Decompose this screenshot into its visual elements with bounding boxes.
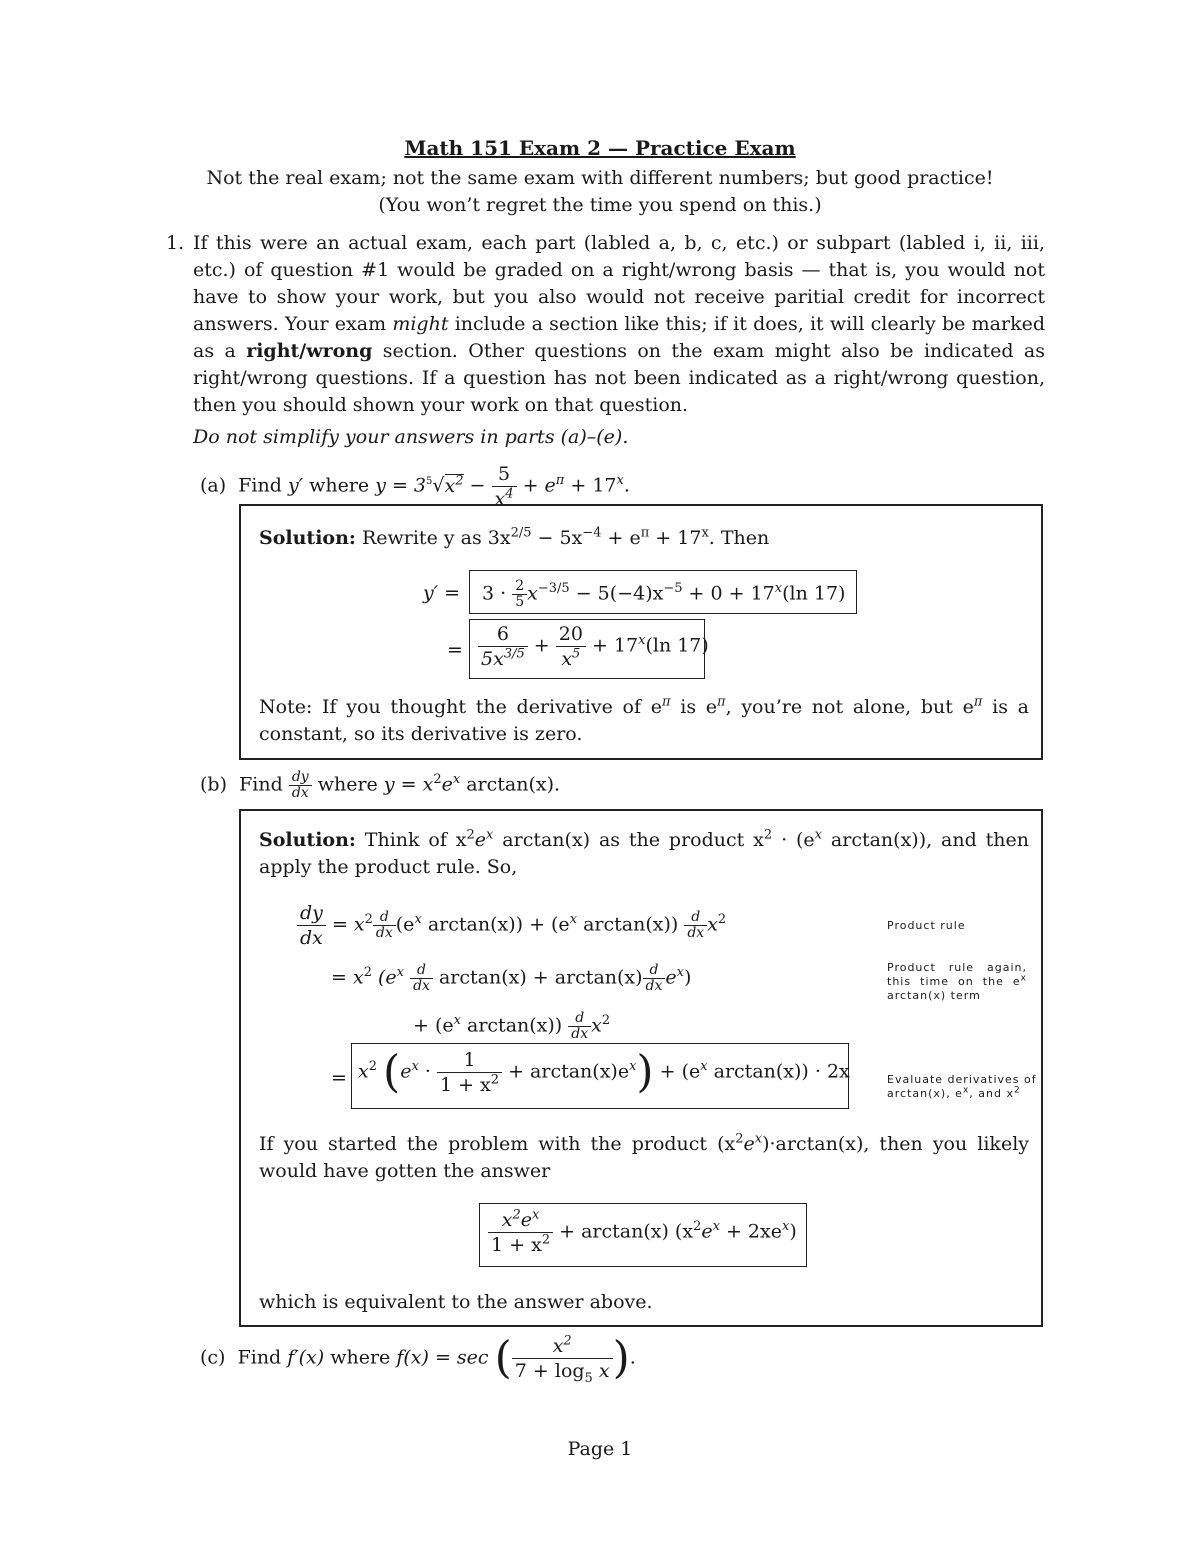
part-c-label: (c): [200, 1346, 226, 1369]
a-l2-f1n: 6: [478, 622, 528, 647]
a-intro-2: − 5x: [531, 527, 583, 549]
part-a-find: Find: [238, 474, 282, 497]
b-alt-b: e: [743, 1133, 755, 1155]
b-sol-a: Think of x: [355, 829, 467, 851]
a-l2-f2d-wrap: [556, 647, 586, 671]
b-l4-frac: [437, 1048, 502, 1097]
part-a-minus: −: [463, 474, 486, 497]
b-alt-t-e1: 2: [693, 1219, 702, 1235]
q1-bold-right-wrong: right/wrong: [246, 340, 373, 362]
part-a-frac-den-exp: 4: [505, 486, 514, 502]
a-l2-plus: +: [527, 634, 556, 657]
a-note-e2: π: [717, 694, 726, 710]
part-b-solution-box: [239, 809, 1043, 1327]
a-note-e1: π: [661, 694, 671, 710]
b-alt-fd: 1 + x: [491, 1234, 542, 1256]
b-l3-e: x: [453, 1013, 461, 1029]
part-b-eq-b: e: [441, 773, 453, 796]
a-l1-b: x: [527, 582, 538, 605]
b-l4-c: ·: [418, 1060, 437, 1083]
solution-label-b: Solution:: [259, 829, 356, 851]
question-1-text: [193, 230, 1045, 419]
part-a-root-exp: 2: [455, 473, 464, 489]
b-alt-fn: x: [501, 1209, 513, 1231]
a-intro-exp1: 2/5: [510, 525, 532, 541]
b-alt-e1: 2: [735, 1131, 744, 1147]
b-l1-dx: dx: [300, 927, 323, 949]
b-l4-e4: x: [700, 1059, 708, 1075]
part-b-eq-e1: 2: [433, 772, 442, 788]
b-alt-fd-e: 2: [541, 1232, 551, 1248]
a-note-4: is a constant, so its derivative is zero.: [259, 696, 1030, 745]
b-l2-end: e: [665, 966, 677, 989]
part-a-label: (a): [200, 474, 227, 497]
b-sol-e4: x: [814, 827, 823, 843]
b-alt-t-e2: x: [712, 1219, 720, 1235]
b-sol-e1: 2: [466, 827, 475, 843]
b-l4-e3: x: [629, 1059, 637, 1075]
b-l2-ddx2: [643, 963, 666, 994]
b-note3-b: , and x: [969, 1087, 1014, 1100]
b-note2-b: arctan(x) term: [887, 989, 981, 1002]
b-note-evaluate: [887, 1073, 1037, 1101]
part-a-frac-num: 5: [492, 462, 517, 487]
b-l2-b: (e: [371, 966, 397, 989]
b-l1-d2: d: [684, 910, 707, 926]
b-alt-a: If you started the problem with the product (x: [259, 1133, 736, 1155]
part-b-question: [200, 770, 560, 801]
part-c-fp: f′(x): [287, 1346, 325, 1369]
part-a-root-index: 5: [426, 476, 433, 488]
part-c-end: .: [629, 1346, 636, 1369]
a-intro-1: Rewrite y as 3x: [355, 527, 511, 549]
b-l4-fn: 1: [437, 1048, 502, 1073]
q1-text-part-1: If this were an actual exam, each part (labled a, b, c, etc.) or subpart (labled i, ii, iii, etc.) of question #1 would be graded on a right/wrong basis — that is, you would not have to show your work, but you also would not receive paritial credit for incorrect answers. Your exam: [193, 232, 1045, 335]
b-l4-a: x: [358, 1060, 369, 1083]
b-sol-c: arctan(x) as the product x: [493, 829, 764, 851]
a-intro-4: + 17: [649, 527, 702, 549]
b-l2-ddx: [410, 963, 433, 994]
b-l4-bigparen-open: (: [383, 1046, 401, 1098]
b-sol-e3: 2: [763, 827, 773, 843]
part-a-root-var: x: [444, 474, 456, 497]
a-l1-frac: [512, 579, 527, 610]
b-alt-fn-e1: 2: [512, 1207, 521, 1223]
part-a-tail2: + 17: [564, 474, 617, 497]
b-l4-d: + arctan(x)e: [502, 1060, 630, 1083]
part-a-frac-den-var: x: [494, 488, 506, 510]
b-alternative-text: [259, 1131, 1029, 1185]
part-b-eq-e2: x: [452, 772, 461, 788]
part-a-line2-lhs: =: [447, 639, 463, 661]
a-intro-exp2: −4: [582, 525, 602, 541]
part-a-find-var: y′: [287, 474, 304, 497]
b-l2-d2: d: [643, 963, 666, 979]
b-alternative-answer-box: [479, 1203, 807, 1267]
part-a-note: [259, 694, 1029, 748]
b-l1-dy: dy: [297, 901, 326, 926]
b-line1: [297, 901, 726, 950]
a-intro-exp4: x: [701, 525, 709, 541]
b-l3-end-e: 2: [601, 1013, 611, 1029]
b-l1-ddx: [373, 910, 396, 941]
a-l2-f2de: 5: [572, 646, 581, 662]
b-l2-c: arctan(x) + arctan(x): [432, 966, 643, 989]
b-l4-f: + (e: [653, 1060, 701, 1083]
b-l1-end-e: 2: [717, 912, 727, 928]
b-alt-fd-wrap: [488, 1233, 553, 1257]
a-l1-frac-num: 2: [512, 579, 527, 595]
q1-emphasis-might: might: [392, 313, 449, 335]
b-note2-e: x: [1020, 973, 1027, 984]
part-c-num: x: [552, 1335, 564, 1357]
part-a-solution-box: [239, 504, 1043, 760]
b-l4-bigparen-close: ): [636, 1046, 654, 1098]
b-equivalent-text: which is equivalent to the answer above.: [259, 1291, 653, 1313]
b-l1-b: arctan(x)) + (e: [421, 913, 570, 936]
a-l1-frac-den: 5: [515, 594, 525, 610]
b-l1-end: x: [707, 913, 718, 936]
part-b-label: (b): [200, 773, 227, 796]
b-l1-dydx: [297, 901, 326, 950]
b-l4-e2: x: [411, 1059, 419, 1075]
part-b-eq: y = x: [383, 773, 434, 796]
part-c-question: [200, 1332, 636, 1386]
b-l2-dx: dx: [413, 978, 430, 994]
b-sol-f: arctan(x)), and then apply the product rule. So,: [259, 829, 1030, 878]
b-alt-e2: x: [754, 1131, 763, 1147]
b-l4-e1: 2: [368, 1059, 377, 1075]
b-alt-t-e3: x: [781, 1219, 790, 1235]
part-a-solution-intro: [259, 525, 769, 552]
a-l2-f1d-wrap: [478, 647, 528, 671]
b-l2-a: = x: [331, 966, 364, 989]
b-note3-e: x: [962, 1085, 970, 1096]
b-l4-b: e: [400, 1060, 412, 1083]
b-l4-eq: =: [331, 1067, 347, 1089]
b-l1-eq: = x: [325, 913, 365, 936]
a-intro-3: + e: [601, 527, 641, 549]
a-l2-tail2: (ln 17): [645, 634, 709, 657]
b-l2-e1: 2: [363, 965, 372, 981]
b-l4-fd: 1 + x: [439, 1074, 491, 1096]
part-b-answer-box: [351, 1043, 849, 1109]
part-c-den-wrap: [512, 1359, 613, 1386]
solution-label-a: Solution:: [259, 527, 356, 549]
b-l2-e2: x: [396, 965, 405, 981]
b-l4-g: arctan(x)) · 2x: [707, 1060, 850, 1083]
b-alt-t-d: ): [789, 1220, 797, 1243]
b-sol-b: e: [474, 829, 487, 851]
b-note2-a: Product rule again, this time on the e: [887, 961, 1027, 988]
b-alt-fn-e2: x: [532, 1207, 540, 1223]
part-c-num-wrap: [512, 1334, 613, 1359]
a-note-e3: π: [973, 694, 983, 710]
b-l1-dx2: dx: [687, 925, 705, 941]
subtitle-line-2: (You won’t regret the time you spend on this.): [378, 194, 822, 216]
part-a-tail3: .: [623, 474, 630, 497]
b-l3-b: arctan(x)): [460, 1014, 563, 1037]
a-l1-e2: −5: [663, 581, 683, 597]
b-alt-fn-wrap: [488, 1208, 553, 1233]
b-alt-frac: [488, 1208, 553, 1257]
b-l3-dx: dx: [571, 1026, 589, 1042]
instruction-text: Do not simplify your answers in parts (a)–(e).: [193, 426, 629, 448]
b-l2-dx2: dx: [645, 978, 663, 994]
a-intro-exp3: π: [640, 525, 650, 541]
part-a-tail2-exp: x: [616, 473, 624, 489]
a-l1-e3: x: [774, 581, 783, 597]
q1-text-part-3: section. Other questions on the exam might also be indicated as right/wrong questions. If a question has not been indicated as a right/wrong question, then you should shown your work on that question.: [193, 340, 1045, 416]
part-c-den: 7 + log: [514, 1360, 585, 1382]
part-b-dx: dx: [291, 785, 309, 801]
part-a-line1-lhs: y′ =: [423, 582, 461, 604]
part-b-find: Find: [239, 773, 283, 796]
a-l1-a: 3 ·: [482, 582, 513, 605]
part-c-frac: [512, 1333, 613, 1386]
b-l1-d: d: [373, 910, 396, 926]
part-b-eq-c: arctan(x).: [460, 773, 561, 796]
a-l2-f1d: 5x: [481, 648, 504, 670]
a-l2-frac1: [478, 622, 528, 671]
b-l1-ddx-den: dx: [375, 925, 393, 941]
b-sol-e2: x: [486, 827, 494, 843]
part-a-eq-lhs: y = 3: [375, 474, 427, 497]
b-note-product-rule-again: [887, 961, 1027, 1003]
part-a-answer-box-1: [469, 570, 857, 614]
b-l1-c: arctan(x)): [577, 913, 679, 936]
part-c-where: where: [330, 1346, 391, 1369]
b-l3-ddx: [568, 1011, 591, 1042]
a-l1-c: − 5(−4)x: [569, 582, 664, 605]
b-alt-t-b: e: [701, 1220, 713, 1243]
subtitle-line-1: Not the real exam; not the same exam with different numbers; but good practice!: [206, 167, 994, 189]
part-a-tail-exp: π: [555, 473, 565, 489]
b-line2: [331, 963, 691, 994]
question-1-number: 1.: [166, 232, 185, 254]
part-a-tail: + e: [516, 474, 556, 497]
part-c-num-e: 2: [563, 1333, 572, 1349]
b-l2-close: ): [684, 966, 692, 989]
page-title: Math 151 Exam 2 — Practice Exam: [404, 136, 796, 160]
b-note3-a: Evaluate derivatives of arctan(x), e: [887, 1073, 1037, 1100]
a-note-3: , you’re not alone, but e: [725, 696, 974, 718]
b-alt-c: )·arctan(x), then you likely would have gotten the answer: [259, 1133, 1029, 1182]
part-b-dy: dy: [289, 770, 312, 786]
a-l1-d: + 0 + 17: [682, 582, 775, 605]
b-l3-d: d: [568, 1011, 591, 1027]
b-alt-tail: + arctan(x) (x: [553, 1220, 694, 1243]
page-number: Page 1: [567, 1438, 633, 1460]
a-intro-end: . Then: [708, 527, 770, 549]
part-b-solution-intro: [259, 827, 1029, 881]
b-alt-t-c: + 2xe: [719, 1220, 782, 1243]
b-line3: [413, 1011, 610, 1042]
part-c-eq: f(x) = sec: [396, 1346, 489, 1369]
b-l1-ddx2: [684, 910, 707, 941]
part-a-where: where: [309, 474, 370, 497]
b-l3-end: x: [591, 1014, 602, 1037]
part-c-den-end: x: [592, 1360, 610, 1382]
b-l1-e3: x: [569, 912, 578, 928]
a-l1-e1: −3/5: [537, 581, 570, 597]
part-b-dydx: [289, 770, 312, 801]
a-note-2: is e: [670, 696, 718, 718]
a-l2-tail: + 17: [585, 634, 639, 657]
part-a-question: (a) Find y′ where $y = 3^5√x^2$ − $\frac{5}{x^4}$ + $e^\pi + 17^x$.: [200, 463, 630, 510]
b-l1-e2: x: [414, 912, 422, 928]
a-l2-f1de: 3/5: [503, 646, 525, 662]
a-l2-f2d: x: [561, 648, 573, 670]
part-c-bigparen-close: ): [612, 1332, 630, 1384]
b-l2-d: d: [410, 963, 433, 979]
b-l4-fde: 2: [490, 1072, 500, 1088]
part-a-answer-box-2: [469, 619, 709, 679]
part-c-bigparen-open: (: [494, 1332, 512, 1384]
b-alt-fn-b: e: [520, 1209, 532, 1231]
b-note3-e2: 2: [1013, 1085, 1021, 1096]
q1-text-part-2: include a section like this; if it does, it will clearly be marked as a: [193, 313, 1045, 362]
a-l1-f: (ln 17): [782, 582, 846, 605]
b-l2-end-e: x: [676, 965, 684, 981]
a-l2-f2n: 20: [556, 622, 586, 647]
part-c-den-sub: 5: [584, 1370, 593, 1386]
part-c-find: Find: [237, 1346, 282, 1369]
part-b-where: where: [317, 773, 378, 796]
b-l3-a: + (e: [413, 1014, 454, 1037]
a-l2-te: x: [638, 633, 646, 649]
b-l1-a: (e: [395, 913, 415, 936]
b-note-product-rule: Product rule: [887, 919, 966, 932]
b-l1-e1: 2: [364, 912, 373, 928]
a-l2-frac2: [556, 622, 586, 671]
part-a-root-body: [445, 474, 464, 497]
b-sol-d: · (e: [772, 829, 815, 851]
b-l4-fd-wrap: [437, 1073, 502, 1097]
a-note-1: Note: If you thought the derivative of e: [259, 696, 662, 718]
